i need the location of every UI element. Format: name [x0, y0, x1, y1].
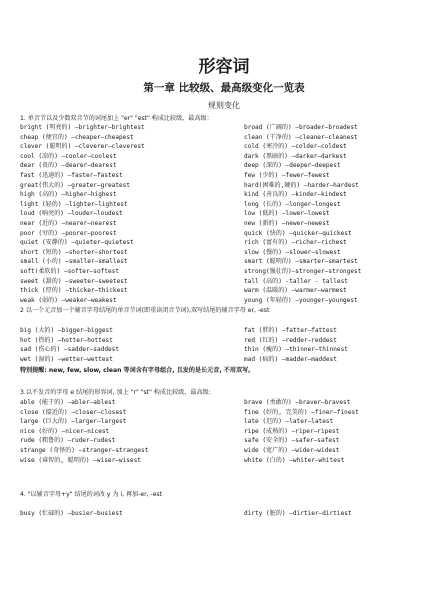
list-item: kind (善良的) —kinder—kindest [244, 191, 347, 199]
list-item: quick (快的) —quicker—quickest [244, 229, 352, 237]
section2-note: 特别提醒: new, few, slow, clean 等词含有字母组合, 且发的是长元音, 不用双写。 [20, 367, 255, 374]
list-item: nice (好的) —nicer—nicest [20, 427, 110, 435]
list-item: strange (奇怪的) —stranger—strangest [20, 446, 149, 454]
list-item: red (红的) —redder—reddest [244, 336, 337, 344]
list-item: cold (寒冷的) —colder—coldest [244, 143, 347, 151]
list-item: light (轻的) —lighter—lightest [20, 200, 128, 208]
list-item: quiet (安静的) —quieter—quietest [20, 239, 134, 247]
list-item: thick (厚的) —thicker—thickest [20, 287, 128, 295]
list-item: ripe (成熟的) —riper—ripest [244, 427, 340, 435]
section1-left-list [20, 123, 145, 305]
section4-heading: 4. "以辅音字母+y" 结尾的词改 y 为 i, 再加-er, -est [20, 491, 163, 498]
section3-left-list [20, 398, 148, 465]
list-item: bright (明亮的) —brighter—brightest [20, 124, 145, 131]
list-item: rich (富有的) —richer—richest [244, 239, 347, 247]
list-item: fine (好的, 完美的) —finer—finest [244, 408, 359, 416]
list-item: brave (勇敢的) —braver—bravest [244, 399, 351, 406]
list-item: poor (穷的) —poorer—poorest [20, 229, 117, 237]
list-item: high (高的) —higher—highest [20, 191, 117, 199]
section4-left-list [20, 509, 123, 519]
section2-left-list [20, 326, 119, 364]
list-item: long (长的) —longer—longest [244, 200, 341, 208]
list-item: near (近的) —nearer—nearest [20, 219, 117, 227]
list-item: sweet (甜的) —sweeter—sweetest [20, 277, 128, 285]
list-item: cheap (便宜的) —cheaper—cheapest [20, 133, 134, 141]
list-item: dark (黑暗的) —darker—darkest [244, 152, 347, 160]
list-item: safe (安全的) —safer—safest [244, 437, 340, 445]
list-item: hot (热的) —hotter—hottest [20, 336, 113, 344]
list-item: few (少的) —fewer—fewest [244, 171, 330, 179]
list-item: sad (伤心的) —sadder—saddest [20, 346, 119, 354]
list-item: strong(强壮的)—stronger—strongest [244, 267, 362, 275]
list-item: close (接近的) —closer—closest [20, 408, 127, 416]
list-item: deep (深的) —deeper—deepest [244, 162, 341, 170]
list-item: clever (聪明的) —cleverer—cleverest [20, 143, 145, 151]
list-item: dear (贵的) —dearer—dearest [20, 162, 117, 170]
page-title: 形容词 [198, 57, 250, 77]
list-item: wise (睿智的, 聪明的) —wiser—wisest [20, 456, 141, 464]
list-item: cool (凉的) —cooler—coolest [20, 152, 117, 160]
section3-heading: 3.以不发音的字母 e 结尾的形容词, 加上 "r" "st" 构成比较级、最高级: [20, 389, 211, 396]
list-item: slow (慢的) —slower—slowest [244, 248, 341, 256]
list-item: smart (聪明的) —smarter—smartest [244, 258, 358, 266]
list-item: wet (湿的) —wetter—wettest [20, 355, 113, 363]
list-item: broad (广阔的) —broader—broadest [244, 124, 358, 131]
list-item: wide (宽广的) —wider—widest [244, 446, 340, 454]
list-item: low (低的) —lower—lowest [244, 210, 330, 218]
list-item: rude (粗鲁的) —ruder—rudest [20, 437, 116, 445]
section3-right-list [244, 398, 359, 465]
list-item: mad (疯的) —madder—maddest [244, 355, 337, 363]
list-item: big (大的) —bigger—biggest [20, 327, 113, 334]
list-item: late (迟的) —later—latest [244, 418, 334, 426]
list-item: busy (忙碌的) —busier—busiest [20, 510, 123, 517]
section4-right-list [244, 509, 352, 519]
list-item: small (小的) —smaller—smallest [20, 258, 128, 266]
list-item: large (巨大的) —larger—largest [20, 418, 127, 426]
section2-heading: 2 以一个元音加一个辅音字母结尾的单音节词(即重读闭音节词),双写结尾的辅音字母 er, -est [20, 307, 270, 314]
list-item: fat (胖的) —fatter—fattest [244, 327, 337, 334]
section1-heading: 1. 单音节以及少数双音节的词尾加上 "er" "est" 构成比较级、最高级： [20, 115, 213, 122]
list-item: soft(柔软的) —softer—softest [20, 267, 119, 275]
list-item: tall (高的) -taller - tallest [244, 277, 348, 285]
list-item: new (新的) —newer—newest [244, 219, 330, 227]
list-item: thin (瘦的) —thinner—thinnest [244, 346, 348, 354]
list-item: young (年轻的) —younger—youngest [244, 296, 358, 304]
chapter-heading: 第一章 比较级、最高级变化一览表 [143, 82, 305, 94]
list-item: fast (迅速的) —faster—fastest [20, 171, 123, 179]
list-item: great(伟大的) —greater—greatest [20, 181, 130, 189]
list-item: weak (弱的) —weaker—weakest [20, 296, 117, 304]
list-item: able (能干的) —abler—ablest [20, 399, 116, 406]
list-item: short (短的) —shorter—shortest [20, 248, 128, 256]
section-subtitle: 规则变化 [208, 101, 240, 110]
list-item: warm (温暖的) —warmer—warmest [244, 287, 347, 295]
list-item: dirty (脏的) —dirtier—dirtiest [244, 510, 352, 517]
section1-right-list [244, 123, 361, 305]
list-item: hard(困难的,硬的) —harder—hardest [244, 181, 359, 189]
list-item: loud (响亮的) —louder—loudest [20, 210, 123, 218]
section2-right-list [244, 326, 348, 364]
list-item: white (白的) —whiter—whitest [244, 456, 345, 464]
list-item: clean (干净的) —cleaner—cleanest [244, 133, 358, 141]
